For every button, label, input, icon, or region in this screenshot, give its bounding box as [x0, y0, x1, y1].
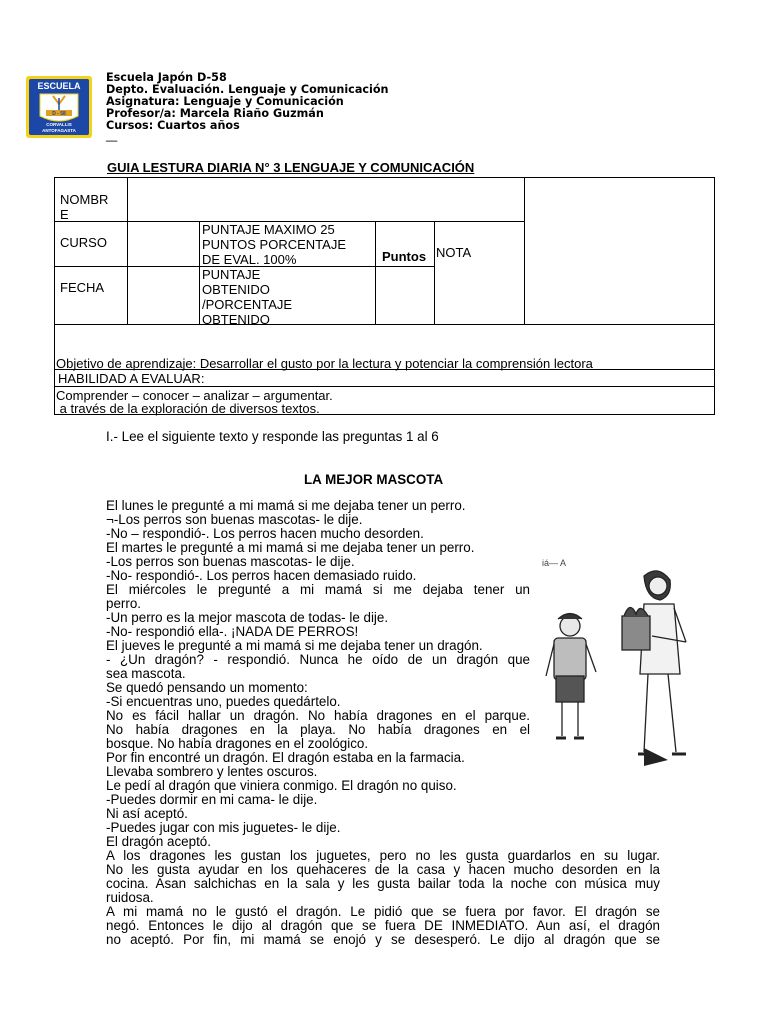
- story-line: Por fin encontré un dragón. El dragón estaba en la farmacia.: [106, 750, 465, 765]
- story-line: ruidosa.: [106, 890, 154, 905]
- name-label: NOMBR E: [60, 192, 109, 222]
- school-logo: [26, 76, 92, 138]
- story-line: El jueves le pregunté a mi mamá si me dejaba tener un dragón.: [106, 638, 483, 653]
- date-label: FECHA: [60, 280, 105, 295]
- story-line: -No- respondió ella-. ¡NADA DE PERROS!: [106, 624, 359, 639]
- teacher: Profesor/a: Marcela Riaño Guzmán: [106, 107, 324, 120]
- skills-list: Comprender – conocer – analizar – argumentar.: [56, 388, 333, 403]
- school-name: Escuela Japón D-58: [106, 71, 227, 84]
- story-line: A los dragones les gustan los juguetes, pero no les gusta guardarlos en su lugar.: [106, 848, 660, 863]
- story-line: No había dragones en la playa. No había dragones en el: [106, 722, 530, 737]
- story-line: perro.: [106, 596, 141, 611]
- subject: Asignatura: Lenguaje y Comunicación: [106, 95, 344, 108]
- story-line: No les gusta ayudar en los quehaceres de la casa y hacen mucho desorden en la: [106, 862, 660, 877]
- guide-title: GUIA LESTURA DIARIA N° 3 LENGUAJE Y COMUNICACIÓN: [107, 160, 475, 175]
- story-title: LA MEJOR MASCOTA: [304, 472, 444, 487]
- learning-objective: Objetivo de aprendizaje: Desarrollar el gusto por la lectura y potenciar la comprensión lectora a través de la exploración de diversos textos.: [56, 356, 593, 416]
- story-line: -Puedes dormir en mi cama- le dije.: [106, 792, 318, 807]
- story-line: Le pedí al dragón que viniera conmigo. El dragón no quiso.: [106, 778, 457, 793]
- story-line: Llevaba sombrero y lentes oscuros.: [106, 764, 318, 779]
- obtained-score-text: PUNTAJE OBTENIDO /PORCENTAJE OBTENIDO: [202, 267, 293, 327]
- instruction: I.- Lee el siguiente texto y responde las preguntas 1 al 6: [106, 429, 439, 444]
- story-line: El martes le pregunté a mi mamá si me dejaba tener un perro.: [106, 540, 475, 555]
- header-dash: __: [106, 129, 118, 142]
- story-line: bosque. No había dragones en el zoológico.: [106, 736, 369, 751]
- puntos-label: Puntos: [382, 249, 427, 264]
- story-line: El dragón aceptó.: [106, 834, 211, 849]
- story-line: -Un perro es la mejor mascota de todas- le dije.: [106, 610, 389, 625]
- courses: Cursos: Cuartos años: [106, 119, 240, 132]
- story-line: ¬-Los perros son buenas mascotas- le dije.: [106, 512, 363, 527]
- logo-top-text: ESCUELA: [37, 81, 81, 91]
- story-line: El miércoles le pregunté a mi mamá si me dejaba tener un: [106, 582, 530, 597]
- story-line: -Puedes jugar con mis juguetes- le dije.: [106, 820, 341, 835]
- story-line: Ni así aceptó.: [106, 806, 188, 821]
- course-label: CURSO: [60, 235, 107, 250]
- story-line: cocina. Asan salchichas en la sala y les gusta bailar toda la noche con música muy: [106, 876, 660, 891]
- story-line: No es fácil hallar un dragón. No había dragones en el parque.: [106, 708, 530, 723]
- story-line: no aceptó. Por fin, mi mamá se enojó y se desesperó. Le dijo al dragón que se: [106, 932, 660, 947]
- story-line: negó. Entonces le dijo al dragón que se fuera DE INMEDIATO. Aun así, el dragón: [106, 918, 660, 933]
- story-line: - ¿Un dragón? - respondió. Nunca he oído de un dragón que: [106, 652, 530, 667]
- nota-label: NOTA: [436, 245, 472, 260]
- story-line: -No- respondió-. Los perros hacen demasiado ruido.: [106, 568, 417, 583]
- story-line: -No – respondió-. Los perros hacen mucho desorden.: [106, 526, 424, 541]
- story-line: A mi mamá no le gustó el dragón. Le pidió que se fuera por favor. El dragón se: [106, 904, 660, 919]
- skill-label: HABILIDAD A EVALUAR:: [58, 371, 205, 386]
- logo-bottom-text-1: CORVALLIS: [46, 122, 72, 127]
- story-line: -Si encuentras uno, puedes quedártelo.: [106, 694, 341, 709]
- logo-bottom-text-2: ANTOFAGASTA: [42, 128, 76, 133]
- story-line: -Los perros son buenas mascotas- le dije.: [106, 554, 355, 569]
- logo-badge-text: D - 58: [52, 111, 66, 117]
- story-line: sea mascota.: [106, 666, 186, 681]
- story-line: Se quedó pensando un momento:: [106, 680, 308, 695]
- max-score-text: PUNTAJE MAXIMO 25 PUNTOS PORCENTAJE DE EVAL. 100%: [202, 222, 346, 267]
- story-line: El lunes le pregunté a mi mamá si me dejaba tener un perro.: [106, 498, 466, 513]
- mother-and-son-illustration: [540, 556, 732, 766]
- department: Depto. Evaluación. Lenguaje y Comunicación: [106, 83, 389, 96]
- illustration-fragment-text: iá— A: [542, 558, 567, 568]
